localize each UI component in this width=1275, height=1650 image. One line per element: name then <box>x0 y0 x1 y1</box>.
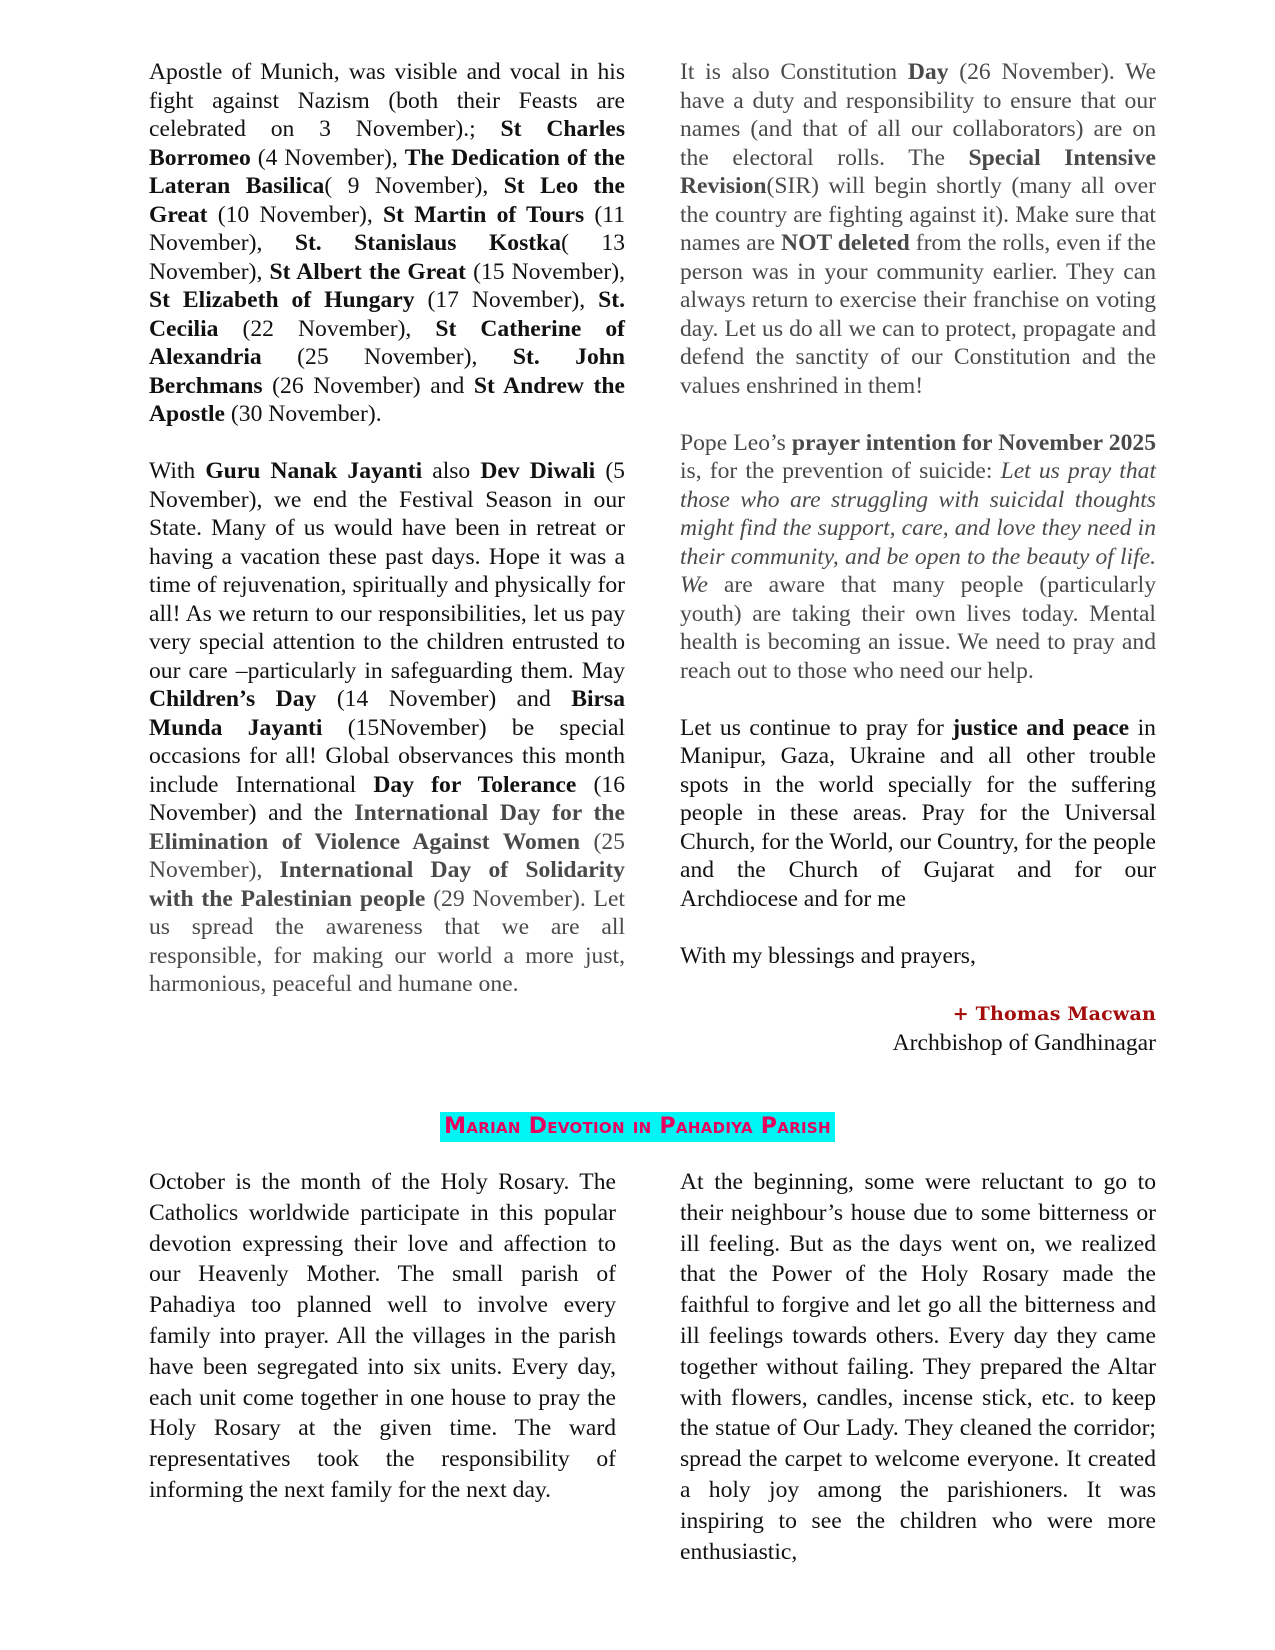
text-run: (16 November) and the <box>149 771 626 826</box>
italic-run: Let us pray that those who are struggling with suicidal thoughts might find the support, care, and love they need in their community, and be open to the beauty of life. We <box>680 458 1156 598</box>
bold-run: Children’s Day <box>149 686 317 712</box>
article-right-column <box>680 1167 1156 1567</box>
bold-run: Day for Tolerance <box>373 771 577 798</box>
signature-block <box>893 1000 1156 1057</box>
text-run: (11 November), <box>149 201 626 256</box>
bold-run: Birsa Munda Jayanti <box>149 686 625 741</box>
letter-left-column <box>149 58 625 999</box>
bold-run: St Albert the Great <box>269 258 466 285</box>
letter-right-column <box>680 58 1156 970</box>
text-run: (30 November). <box>225 401 382 427</box>
article-paragraph: At the beginning, some were reluctant to go to their neighbour’s house due to some bitterness or ill feeling. But as the days went on, we realized that the Power of the Holy Rosary made the faithful to forgive and let go all the bitterness and ill feelings towards others. Every day they came together without failing. They prepared the Altar with flowers, candles, incense stick, etc. to keep the statue of Our Lady. They cleaned the corridor; spread the carpet to welcome everyone. It created a holy joy among the parishioners. It was inspiring to see the children who were more enthusiastic, <box>680 1169 1156 1565</box>
text-run: (26 November) and <box>262 372 474 399</box>
text-run: Pope Leo’s <box>680 429 792 456</box>
bold-run: St. Cecilia <box>149 287 625 342</box>
bold-run: Dev Diwali <box>480 458 596 484</box>
bold-run: prayer intention for November 2025 <box>791 429 1156 456</box>
text-run: (25 November), <box>261 344 513 370</box>
bold-run: Guru Nanak Jayanti <box>205 458 423 484</box>
bold-run: St Leo the Great <box>149 173 626 228</box>
article-heading: Marian Devotion in Pahadiya Parish <box>440 1112 835 1142</box>
text-run: ( 9 November), <box>324 173 504 199</box>
text-run: (17 November), <box>414 287 599 313</box>
text-run: (5 November), we end the Festival Season in our State. Many of us would have been in retreat or having a vacation these past days. Hope it was a time of rejuvenation, spiritually and physically for all! As we return to our responsibilities, let us pay very special attention to the children entrusted to our care –particularly in safeguarding them. May <box>149 458 625 684</box>
article-left-column <box>149 1167 616 1506</box>
text-run: are aware that many people (particularly youth) are taking their own lives today. Mental health is becoming an issue. We need to pray and reach out to those who need our help. <box>680 572 1156 684</box>
bold-run: St Elizabeth of Hungary <box>149 287 415 313</box>
article-heading-wrap <box>0 1112 1275 1142</box>
text-run: (25 November), <box>149 828 625 883</box>
bold-run: St Charles Borromeo <box>149 116 625 171</box>
festival-season-paragraph <box>149 457 625 999</box>
text-run: (15 November), <box>465 258 625 285</box>
text-run: (26 November). We have a duty and responsibility to ensure that our names (and that of all our collaborators) are on the electoral rolls. The <box>680 59 1156 171</box>
bold-run: NOT deleted <box>781 230 910 256</box>
bold-run: St Catherine of Alexandria <box>149 315 625 370</box>
bold-run: St. John Berchmans <box>149 344 625 399</box>
text-run: (22 November), <box>218 315 436 342</box>
bold-run: justice and peace <box>952 714 1130 741</box>
text-run: (SIR) will begin shortly (many all over the country are fighting against it). Make sure that names are <box>680 173 1156 256</box>
signature-name: + Thomas Macwan <box>952 1003 1156 1025</box>
text-run: It is also Constitution <box>680 59 908 85</box>
text-run: in Manipur, Gaza, Ukraine and all other trouble spots in the world specially for the suffering people in these areas. Pray for the Universal Church, for the World, our Country, for the people and the Church of Gujarat and for our Archdiocese and for me <box>680 714 1156 912</box>
article-paragraph: October is the month of the Holy Rosary. The Catholics worldwide participate in this popular devotion expressing their love and affection to our Heavenly Mother. The small parish of Pahadiya too planned well to involve every family into prayer. All the villages in the parish have been segregated into six units. Every day, each unit come together in one house to pray the Holy Rosary at the given time. The ward representatives took the responsibility of informing the next family for the next day. <box>149 1169 616 1503</box>
bold-run: International Day for the Elimination of Violence Against Women <box>149 800 625 855</box>
bold-run: International Day of Solidarity with the Palestinian people <box>149 857 625 912</box>
text-run: (29 November). Let us spread the awareness that we are all responsible, for making our world a more just, harmonious, peaceful and humane one. <box>149 885 625 997</box>
text-run: (4 November), <box>250 144 405 171</box>
bold-run: Special Intensive Revision <box>680 144 1156 199</box>
bold-run: The Dedication of the Lateran Basilica <box>149 144 626 199</box>
prayer-intention-paragraph <box>680 429 1156 686</box>
bold-run: St Andrew the Apostle <box>149 372 625 427</box>
justice-peace-paragraph <box>680 714 1156 914</box>
bold-run: St. Stanislaus Kostka <box>294 230 562 256</box>
text-run: With <box>149 458 206 484</box>
signature-title: Archbishop of Gandhinagar <box>892 1029 1156 1056</box>
text-run: Apostle of Munich, was visible and vocal in his fight against Nazism (both their Feasts are celebrated on 3 November).; <box>149 59 625 142</box>
closing-line: With my blessings and prayers, <box>680 942 976 969</box>
text-run: from the rolls, even if the person was in your community earlier. They can always return to exercise their franchise on voting day. Let us do all we can to protect, propagate and defend the sanctity of our Constitution and the values enshrined in them! <box>680 230 1157 399</box>
text-run: also <box>422 458 481 484</box>
text-run: (14 November) and <box>316 686 572 712</box>
text-run: is, for the prevention of suicide: <box>680 458 1001 484</box>
text-run: Let us continue to pray for <box>680 714 953 741</box>
saints-feasts-paragraph <box>149 58 625 429</box>
text-run: (10 November), <box>207 201 384 228</box>
bold-run: Day <box>907 59 949 85</box>
constitution-day-paragraph <box>680 58 1156 400</box>
bold-run: St Martin of Tours <box>383 201 585 228</box>
text-run: (15November) be special occasions for all! Global observances this month include International <box>149 714 625 798</box>
text-run: ( 13 November), <box>149 230 625 285</box>
